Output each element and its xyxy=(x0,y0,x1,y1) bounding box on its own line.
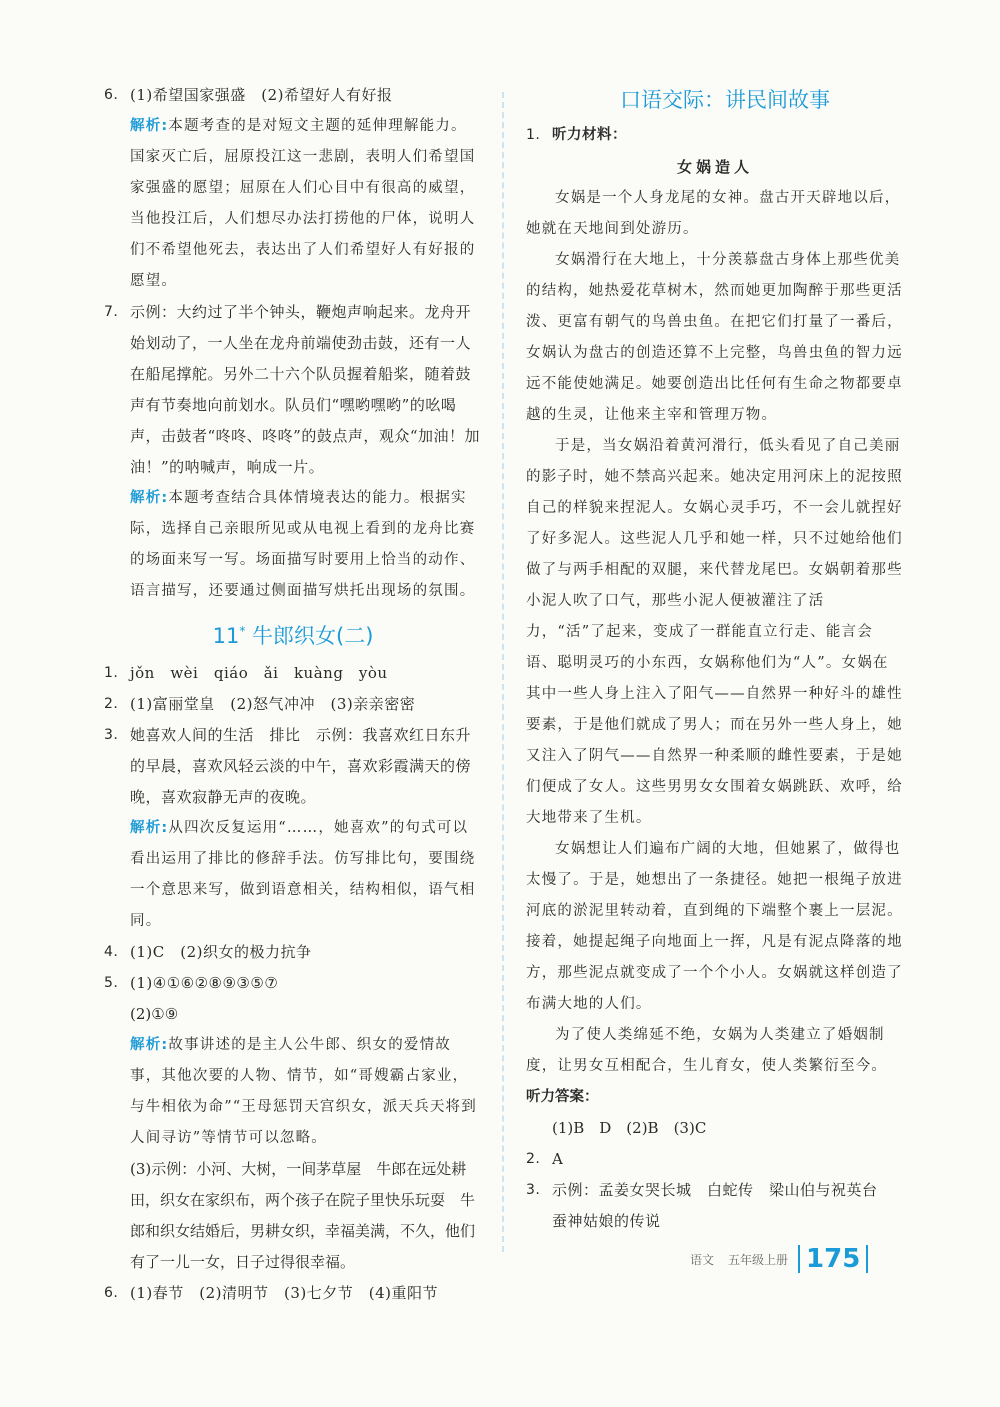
answer-s5-part3: (3)示例：小河、大树，一间茅草屋 牛郎在远处耕田，织女在家织布，两个孩子在院子里快乐玩耍 牛郎和织女结婚后，男耕女织，幸福美满，不久，他们有了一儿一女，日子过得很幸福。 xyxy=(130,1160,476,1271)
section-title: 口语交际：讲民间故事 xyxy=(620,88,830,112)
answer-text: 示例：大约过了半个钟头，鞭炮声响起来。龙舟开始划动了，一人坐在龙舟前端使劲击鼓，还有一人在船尾撑舵。另外二十六个队员握着船桨，随着鼓声有节奏地向前划水。队员们“嘿哟嘿哟”的吆喝声，击鼓者“咚咚、咚咚”的鼓点声，观众“加油！加油！”的呐喊声，响成一片。 xyxy=(130,303,481,476)
left-column xyxy=(104,80,482,1309)
question-number: 5. xyxy=(104,975,119,991)
story-paragraph: 女娲想让人们遍布广阔的大地，但她累了，做得也太慢了。于是，她想出了一条捷径。她把一根绳子放进河底的淤泥里转动着，直到绳的下端整个裹上一层泥。接着，她提起绳子向地面上一挥，凡是有泥点降落的地方，那些泥点就变成了一个个小人。女娲就这样创造了布满大地的人们。 xyxy=(526,841,903,1012)
analysis-s5 xyxy=(130,1030,482,1154)
answer-text: (1)C (2)织女的极力抗争 xyxy=(130,943,312,961)
answer-s1 xyxy=(104,658,482,689)
answer-text: (1)④①⑥②⑧⑨③⑤⑦ xyxy=(130,974,279,992)
question-number: 6. xyxy=(104,1285,119,1301)
answer-r3 xyxy=(526,1175,904,1237)
footer-subject: 语文 xyxy=(690,1252,715,1267)
answer-text: (1)富丽堂皇 (2)怒气冲冲 (3)亲亲密密 xyxy=(130,695,416,713)
question-number: 7. xyxy=(104,304,119,320)
question-number: 4. xyxy=(104,944,119,960)
listening-answer: (1)B D (2)B (3)C xyxy=(552,1119,707,1137)
footer-grade: 五年级上册 xyxy=(728,1252,789,1267)
answer-text: 她喜欢人间的生活 排比 示例：我喜欢红日东升的早晨，喜欢风轻云淡的中午，喜欢彩霞满天的傍晚，喜欢寂静无声的夜晚。 xyxy=(130,726,472,806)
answer-s6 xyxy=(104,1278,482,1309)
answer-text: A xyxy=(552,1150,564,1168)
analysis-text: 本题考查的是对短文主题的延伸理解能力。国家灭亡后，屈原投江这一悲剧，表明人们希望国家强盛的愿望；屈原在人们心目中有很高的威望，当他投江后，人们想尽办法打捞他的尸体，说明人们不希望他死去，表达出了人们希望好人有好报的愿望。 xyxy=(130,118,476,289)
story-paragraph: 女娲滑行在大地上，十分羡慕盘古身体上那些优美的结构，她热爱花草树木，然而她更加陶醉于那些更活泼、更富有朝气的鸟兽虫鱼。在把它们打量了一番后，女娲认为盘古的创造还算不上完整，鸟兽虫鱼的智力远远不能使她满足。她要创造出比任何有生命之物都要卓越的生灵，让他来主宰和管理万物。 xyxy=(526,252,903,423)
listening-answer-label: 听力答案： xyxy=(526,1089,599,1105)
analysis-7 xyxy=(130,483,482,607)
question-number: 3. xyxy=(104,727,119,743)
question-number: 2. xyxy=(526,1151,541,1167)
analysis-label: 解析: xyxy=(130,1037,169,1053)
answer-text: (1)希望国家强盛 (2)希望好人有好报 xyxy=(130,86,393,104)
story-title: 女娲造人 xyxy=(676,158,753,176)
question-number: 2. xyxy=(104,696,119,712)
answer-6 xyxy=(104,80,482,111)
analysis-label: 解析: xyxy=(130,490,169,506)
answer-s3 xyxy=(104,720,482,813)
analysis-text: 本题考查结合具体情境表达的能力。根据实际，选择自己亲眼所见或从电视上看到的龙舟比赛的场面来写一写。场面描写时要用上恰当的动作、语言描写，还要通过侧面描写烘托出现场的氛围。 xyxy=(130,490,476,599)
answer-text: 听力材料： xyxy=(552,127,627,143)
analysis-label: 解析: xyxy=(130,118,169,134)
answer-s5 xyxy=(104,968,482,999)
answer-text: jǒn wèi qiáo ǎi kuàng yòu xyxy=(130,664,388,682)
story-paragraph: 为了使人类绵延不绝，女娲为人类建立了婚姻制度，让男女互相配合，生儿育女，使人类繁衍至今。 xyxy=(526,1027,888,1074)
column-divider xyxy=(502,92,504,1252)
analysis-label: 解析: xyxy=(130,820,169,836)
answer-text: 示例：孟姜女哭长城 白蛇传 梁山伯与祝英台 蚕神姑娘的传说 xyxy=(552,1181,894,1230)
story-paragraph: 女娲是一个人身龙尾的女神。盘古开天辟地以后，她就在天地间到处游历。 xyxy=(526,190,901,237)
analysis-text: 从四次反复运用“……，她喜欢”的句式可以看出运用了排比的修辞手法。仿写排比句，要围绕一个意思来写，做到语意相关，结构相似，语气相同。 xyxy=(130,820,476,929)
page-footer xyxy=(690,1245,920,1273)
answer-7 xyxy=(104,297,482,483)
answer-s5-part2: (2)①⑨ xyxy=(130,1005,179,1023)
analysis-text: 故事讲述的是主人公牛郎、织女的爱情故事，其他次要的人物、情节，如“哥嫂霸占家业，与牛相依为命”“王母惩罚天宫织女，派天兵天将到人间寻访”等情节可以忽略。 xyxy=(130,1037,477,1146)
section-number: 11 xyxy=(212,624,240,648)
answer-r2 xyxy=(526,1144,904,1175)
answer-s2 xyxy=(104,689,482,720)
answer-r1 xyxy=(526,120,904,151)
analysis-6 xyxy=(130,111,482,297)
story-paragraph: 于是，当女娲沿着黄河滑行，低头看见了自己美丽的影子时，她不禁高兴起来。她决定用河床上的泥按照自己的样貌来捏泥人。女娲心灵手巧，不一会儿就捏好了好多泥人。这些泥人几乎和她一样，只不过她给他们做了与两手相配的双腿，来代替龙尾巴。女娲朝着那些小泥人吹了口气，那些小泥人便被灌注了活力，“活”了起来，变成了一群能直立行走、能言会语、聪明灵巧的小东西，女娲称他们为“人”。女娲在其中一些人身上注入了阳气——自然界一种好斗的雄性要素，于是他们就成了男人；而在另外一些人身上，她又注入了阴气——自然界一种柔顺的雌性要素，于是她们便成了女人。这些男男女女围着女娲跳跃、欢呼，给大地带来了生机。 xyxy=(526,438,903,826)
section-title xyxy=(104,611,482,656)
page-number: 175 xyxy=(798,1245,868,1273)
right-column xyxy=(526,80,904,1237)
section-mark: * xyxy=(239,624,246,638)
answer-text: (1)春节 (2)清明节 (3)七夕节 (4)重阳节 xyxy=(130,1284,438,1302)
answer-s4 xyxy=(104,937,482,968)
section-name: 牛郎织女(二) xyxy=(252,624,374,648)
question-number: 6. xyxy=(104,87,119,103)
question-number: 1. xyxy=(104,665,119,681)
analysis-s3 xyxy=(130,813,482,937)
question-number: 1. xyxy=(526,127,541,143)
question-number: 3. xyxy=(526,1182,541,1198)
